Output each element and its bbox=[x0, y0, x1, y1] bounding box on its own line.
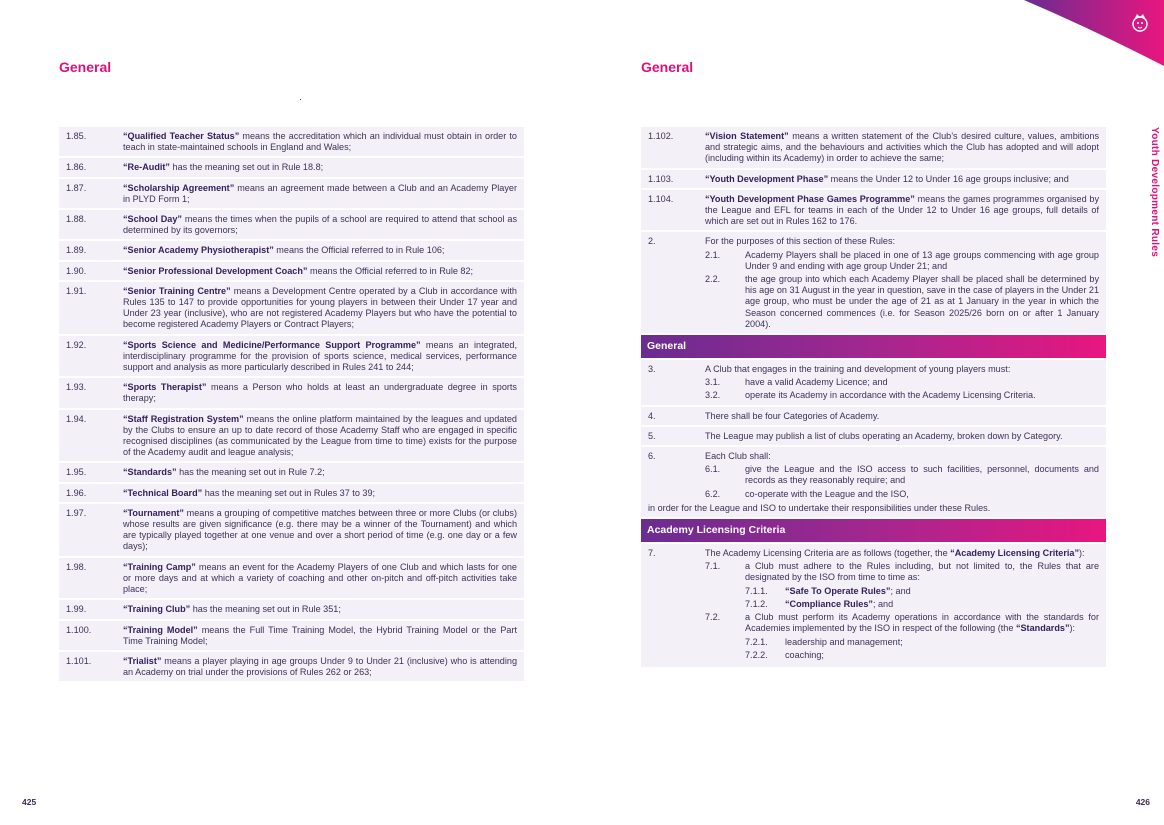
definition-text: “Standards” has the meaning set out in Rule 7.2; bbox=[123, 467, 325, 478]
definition-text: “Tournament” means a grouping of competitive matches between three or more Clubs (or clubs) whose results are given significance (e.g. there may be a winner of the Tournament) and which are typically played together at one venue and over a short period of time (e.g. one day or a few days); bbox=[123, 507, 517, 552]
sub-sub-clause: 7.1.2. “Compliance Rules”; and bbox=[745, 598, 894, 609]
clause-number: 1.100. bbox=[66, 624, 92, 635]
clause-number: 1.94. bbox=[66, 413, 87, 424]
sub-clause: 2.2. the age group into which each Academy Player shall be placed shall be determined by his age on 31 August in the year in question, save in the case of players in the Under 21 age group, who must be under the age of 21 as at 1 January in the year in which the Season concerned commences (i.e. for Season 2025/26 born on or after 1 January 2004). bbox=[705, 274, 1099, 329]
defined-term: “Qualified Teacher Status” bbox=[123, 131, 240, 141]
clause-number: 1.92. bbox=[66, 339, 87, 350]
definition-text: “School Day” means the times when the pupils of a school are required to attend that school as determined by its governors; bbox=[123, 214, 518, 236]
definition-text: “Re-Audit” has the meaning set out in Rule 18.8; bbox=[123, 162, 324, 173]
rule-row: 3. A Club that engages in the training and development of young players must: 3.1. have a valid Academy Licence; and 3.2. operate its Academy in accordance with the Academy Licensing Criteria. bbox=[641, 360, 1106, 407]
section-band-general: General bbox=[641, 335, 1106, 360]
definition-row bbox=[59, 600, 524, 620]
defined-term: “Youth Development Phase Games Programme” bbox=[705, 193, 915, 204]
definition-row bbox=[641, 190, 1106, 233]
definition-row bbox=[59, 179, 524, 210]
defined-term: “Senior Professional Development Coach” bbox=[123, 265, 308, 276]
sub-clause: 3.1. have a valid Academy Licence; and bbox=[705, 377, 888, 388]
page-number: 426 bbox=[1135, 797, 1150, 807]
rule-row: 7. The Academy Licensing Criteria are as follows (together, the “Academy Licensing Criteria”): 7.1. a Club must adhere to the Rules including, but not limited to, the Rules that are designated by the ISO from time to time as: 7.1.1. “Safe To Operate Rules”; and 7.1.2. “Compliance Rules”; and 7.2. a Club must perform its Academy operations in accordance with the standards for Academies implemented by the ISO in respect of the following (the “Standards”): 7.2.1. leadership and management; 7.2.2. coaching; bbox=[641, 544, 1106, 669]
stray-dot bbox=[300, 99, 301, 100]
clause-number: 1.90. bbox=[66, 265, 87, 276]
clause-number: 1.101. bbox=[66, 655, 92, 666]
definition-text: “Training Club” has the meaning set out in Rule 351; bbox=[123, 604, 341, 615]
defined-term: “Senior Training Centre” bbox=[123, 285, 231, 296]
sub-clause: 3.2. operate its Academy in accordance with the Academy Licensing Criteria. bbox=[705, 390, 1036, 401]
defined-term: “Youth Development Phase” bbox=[705, 173, 829, 184]
clause-number: 1.93. bbox=[66, 382, 87, 393]
defined-term: “Vision Statement” bbox=[705, 131, 789, 141]
sub-clause: 6.2. co-operate with the League and the ISO, bbox=[705, 488, 909, 499]
sub-sub-clause: 7.2.2. coaching; bbox=[745, 649, 824, 660]
sub-clause: 6.1. give the League and the ISO access to such facilities, personnel, documents and records as they reasonably require; and bbox=[705, 464, 1099, 486]
definition-row bbox=[59, 484, 524, 504]
defined-term: “Trialist” bbox=[123, 655, 162, 666]
definition-text: “Senior Training Centre” means a Development Centre operated by a Club in accordance with Rules 135 to 147 to provide opportunities for young players in between their Under 17 year and Under 23 year (inclusive), who are not registered Academy Players but who have the potential to become registered Academy Players or Contract Players; bbox=[123, 285, 517, 330]
definition-row bbox=[59, 336, 524, 379]
definition-text: “Sports Science and Medicine/Performance Support Programme” means an integrated, interdisciplinary programme for the provision of sports science, medical services, performance support and analysis as more particularly described in Rules 241 to 244; bbox=[123, 339, 517, 373]
definition-row bbox=[59, 282, 524, 336]
defined-term: “Sports Science and Medicine/Performance Support Programme” bbox=[123, 339, 421, 350]
clause-number: 1.98. bbox=[66, 561, 87, 572]
definition-text: “Senior Professional Development Coach” means the Official referred to in Rule 82; bbox=[123, 265, 474, 276]
rule-row: 6. Each Club shall: 6.1. give the League and the ISO access to such facilities, personnel, documents and records as they reasonably require; and 6.2. co-operate with the League and the ISO, in order for the League and ISO to undertake their responsibilities under these Rules. bbox=[641, 447, 1106, 519]
defined-term: “School Day” bbox=[123, 214, 182, 225]
rules-table bbox=[641, 127, 1106, 669]
page-heading: General bbox=[59, 59, 112, 75]
definition-text: “Senior Academy Physiotherapist” means the Official referred to in Rule 106; bbox=[123, 245, 445, 256]
definition-row bbox=[59, 262, 524, 282]
clause-number: 1.95. bbox=[66, 467, 87, 478]
definition-row bbox=[59, 378, 524, 409]
clause-number: 1.86. bbox=[66, 162, 87, 173]
clause-number: 1.99. bbox=[66, 604, 87, 615]
clause-number: 1.91. bbox=[66, 285, 87, 296]
definition-row bbox=[59, 158, 524, 178]
clause-number: 1.102. bbox=[648, 131, 674, 141]
definition-text: “Trialist” means a player playing in age groups Under 9 to Under 21 (inclusive) who is attending an Academy on trial under the provisions of Rules 262 or 263; bbox=[123, 655, 517, 678]
definition-text: “Staff Registration System” means the online platform maintained by the leagues and updated by the Clubs to ensure an up to date record of those Academy Staff who are engaged in specific recognised disciplines (as communicated by the League from time to time) exists for the purpose of the Academy audit and league analysis; bbox=[123, 413, 517, 458]
clause-number: 1.97. bbox=[66, 507, 87, 518]
clause-number: 1.85. bbox=[66, 131, 87, 141]
defined-term: “Scholarship Agreement” bbox=[123, 182, 235, 193]
clause-number: 1.96. bbox=[66, 487, 87, 498]
definition-row bbox=[59, 410, 524, 464]
definition-row bbox=[59, 127, 524, 158]
clause-number: 1.103. bbox=[648, 173, 674, 184]
defined-term: “Training Model” bbox=[123, 624, 198, 635]
defined-term: “Sports Therapist” bbox=[123, 382, 207, 393]
right-page bbox=[582, 0, 1164, 825]
definition-row bbox=[641, 127, 1106, 170]
clause-number: 1.104. bbox=[648, 193, 674, 204]
definition-row bbox=[641, 170, 1106, 190]
definition-text: “Vision Statement” means a written statement of the Club’s desired culture, values, ambitions and strategic aims, and the behaviours and activities which the Club has adopted and will adopt (including within its Academy) in order to achieve the same; bbox=[705, 131, 1099, 164]
defined-term: “Training Camp” bbox=[123, 561, 196, 572]
sub-clause: 7.2. a Club must perform its Academy operations in accordance with the standards for Academies implemented by the ISO in respect of the following (the “Standards”): bbox=[705, 612, 1099, 634]
defined-term: “Standards” bbox=[123, 467, 177, 478]
definition-row bbox=[59, 621, 524, 652]
definition-text: “Youth Development Phase” means the Under 12 to Under 16 age groups inclusive; and bbox=[705, 173, 1069, 184]
section-band-academy-licensing-criteria: Academy Licensing Criteria bbox=[641, 519, 1106, 544]
rule-row: 2. For the purposes of this section of these Rules: 2.1. Academy Players shall be placed in one of 13 age groups commencing with age group Under 9 and ending with age group Under 21; and 2.2. the age group into which each Academy Player shall be placed shall be determined by his age on 31 August in the year in question, save in the case of players in the Under 21 age group, who must be under the age of 21 as at 1 January in the year in which the Season concerned commences (i.e. for Season 2025/26 born on or after 1 January 2004). bbox=[641, 232, 1106, 335]
definition-row bbox=[59, 504, 524, 558]
definition-text: “Training Camp” means an event for the Academy Players of one Club and which lasts for one or more days and at which a variety of coaching and other on-pitch and off-pitch activities take place; bbox=[123, 561, 517, 595]
definition-row bbox=[59, 210, 524, 241]
definition-text: “Qualified Teacher Status” means the accreditation which an individual must obtain in order to teach in state-maintained schools in England and Wales; bbox=[123, 131, 517, 153]
definition-row bbox=[59, 652, 524, 683]
page-number: 425 bbox=[22, 797, 37, 807]
definition-text: “Sports Therapist” means a Person who holds at least an undergraduate degree in sports therapy; bbox=[123, 382, 517, 404]
rule-row: 5. The League may publish a list of clubs operating an Academy, broken down by Category. bbox=[641, 427, 1106, 447]
clause-number: 1.88. bbox=[66, 214, 87, 225]
sub-clause: 2.1. Academy Players shall be placed in one of 13 age groups commencing with age group Under 9 and ending with age group Under 21; and bbox=[705, 249, 1099, 271]
defined-term: “Technical Board” bbox=[123, 487, 203, 498]
sub-sub-clause: 7.2.1. leadership and management; bbox=[745, 636, 903, 647]
defined-term: “Staff Registration System” bbox=[123, 413, 244, 424]
defined-term: “Re-Audit” bbox=[123, 162, 170, 173]
definition-row bbox=[59, 463, 524, 483]
definition-text: “Scholarship Agreement” means an agreement made between a Club and an Academy Player in PLYD Form 1; bbox=[123, 182, 517, 204]
definition-row bbox=[59, 241, 524, 261]
clause-number: 1.87. bbox=[66, 182, 87, 193]
sub-clause: 7.1. a Club must adhere to the Rules including, but not limited to, the Rules that are designated by the ISO from time to time as: bbox=[705, 561, 1099, 583]
corner-decoration bbox=[1014, 0, 1164, 70]
page-heading: General bbox=[641, 59, 694, 75]
definition-text: “Youth Development Phase Games Programme” means the games programmes organised by the League and EFL for teams in each of the Under 12 to Under 16 age groups, full details of which are set out in Rules 162 to 176. bbox=[705, 193, 1099, 227]
rule-row: 4. There shall be four Categories of Academy. bbox=[641, 407, 1106, 427]
defined-term: “Senior Academy Physiotherapist” bbox=[123, 245, 274, 256]
defined-term: “Training Club” bbox=[123, 604, 191, 615]
side-title: Youth Development Rules bbox=[1149, 127, 1160, 258]
definition-text: “Technical Board” has the meaning set out in Rules 37 to 39; bbox=[123, 487, 376, 498]
definitions-table bbox=[59, 127, 524, 683]
clause-number: 1.89. bbox=[66, 245, 87, 256]
definition-row bbox=[59, 558, 524, 601]
definition-text: “Training Model” means the Full Time Training Model, the Hybrid Training Model or the Part Time Training Model; bbox=[123, 624, 518, 646]
defined-term: “Tournament” bbox=[123, 507, 184, 518]
sub-sub-clause: 7.1.1. “Safe To Operate Rules”; and bbox=[745, 585, 911, 596]
